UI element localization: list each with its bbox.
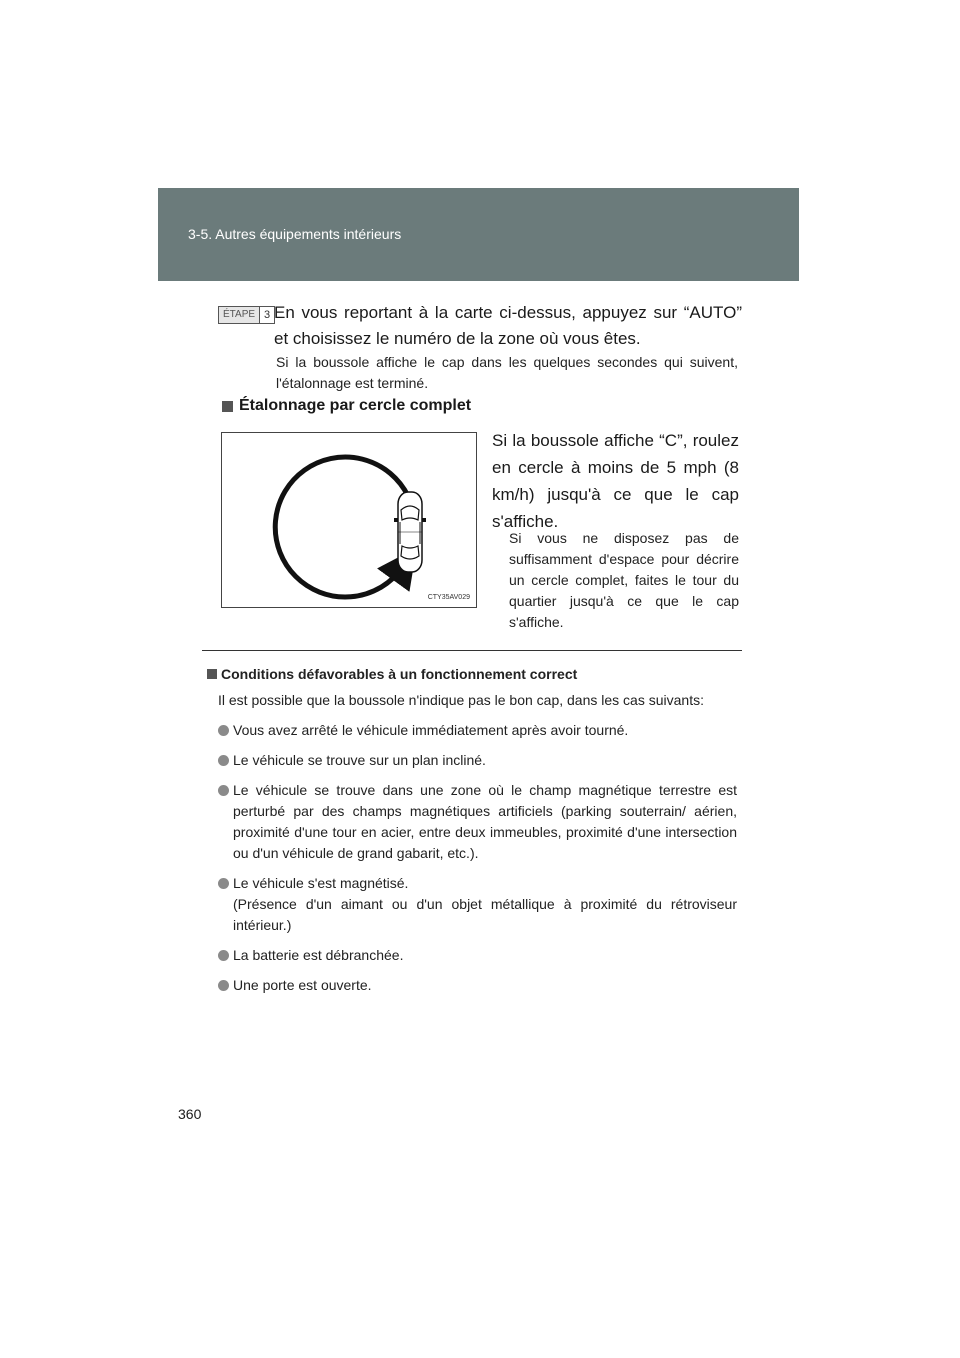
- notes-title: Conditions défavorables à un fonctionnement correct: [221, 666, 578, 682]
- step-3: [218, 300, 742, 352]
- step-badge-number: 3: [260, 307, 274, 323]
- section-note: Si vous ne disposez pas de suffisamment d'espace pour décrire un cercle complet, faites le tour du quartier jusqu'à ce que le cap s'affiche.: [509, 530, 739, 630]
- circle-path-arrow: [275, 457, 408, 597]
- step-badge-word: ÉTAPE: [219, 307, 260, 323]
- step-badge: [218, 306, 275, 324]
- square-bullet-icon: [222, 401, 233, 412]
- notes-heading: [207, 666, 737, 682]
- list-item: [218, 720, 737, 741]
- list-item-text: Une porte est ouverte.: [233, 977, 372, 993]
- list-item-text: La batterie est débranchée.: [233, 947, 404, 963]
- step-note: Si la boussole affiche le cap dans les quelques secondes qui suivent, l'étalonnage est terminé.: [276, 354, 738, 391]
- list-item-text: Le véhicule se trouve sur un plan incliné.: [233, 752, 486, 768]
- bullet-dot-icon: [218, 755, 229, 766]
- chapter-header: [158, 188, 799, 281]
- bullet-dot-icon: [218, 785, 229, 796]
- section-heading: [222, 397, 471, 415]
- bullet-dot-icon: [218, 980, 229, 991]
- figure-code: CTY35AV029: [427, 594, 470, 601]
- list-item-text: Vous avez arrêté le véhicule immédiatement après avoir tourné.: [233, 722, 629, 738]
- list-item: [218, 780, 737, 864]
- bullet-dot-icon: [218, 950, 229, 961]
- step-text: En vous reportant à la carte ci-dessus, appuyez sur “AUTO” et choisissez le numéro de la zone où vous êtes.: [274, 303, 742, 348]
- section-title: Étalonnage par cercle complet: [239, 397, 472, 414]
- circle-calibration-figure: [221, 432, 477, 608]
- bullet-dot-icon: [218, 878, 229, 889]
- car-top-view-icon: [394, 492, 426, 572]
- notes-intro: Il est possible que la boussole n'indique pas le bon cap, dans les cas suivants:: [218, 692, 704, 708]
- square-bullet-icon: [207, 669, 217, 679]
- section-text: Si la boussole affiche “C”, roulez en cercle à moins de 5 mph (8 km/h) jusqu'à ce que le cap s'affiche.: [492, 431, 739, 531]
- list-item: [218, 945, 737, 966]
- circle-arrow-car-illustration: [222, 433, 476, 607]
- chapter-title: 3-5. Autres équipements intérieurs: [188, 226, 402, 242]
- list-item: [218, 975, 737, 996]
- divider: [202, 650, 742, 651]
- list-item-text: Le véhicule se trouve dans une zone où le champ magnétique terrestre est perturbé par des champs magnétiques artificiels (parking souterrain/ aérien, proximité d'une tour en acier, entre deux immeubles, proximité d'une intersection ou d'un véhicule de grand gabarit, etc.).: [233, 782, 737, 861]
- bullet-dot-icon: [218, 725, 229, 736]
- list-item-text: Le véhicule s'est magnétisé. (Présence d'un aimant ou d'un objet métallique à proximité du rétroviseur intérieur.): [233, 875, 737, 933]
- list-item: [218, 750, 737, 771]
- notes-section: [207, 666, 737, 1005]
- page-number: 360: [178, 1106, 202, 1122]
- list-item: [218, 873, 737, 936]
